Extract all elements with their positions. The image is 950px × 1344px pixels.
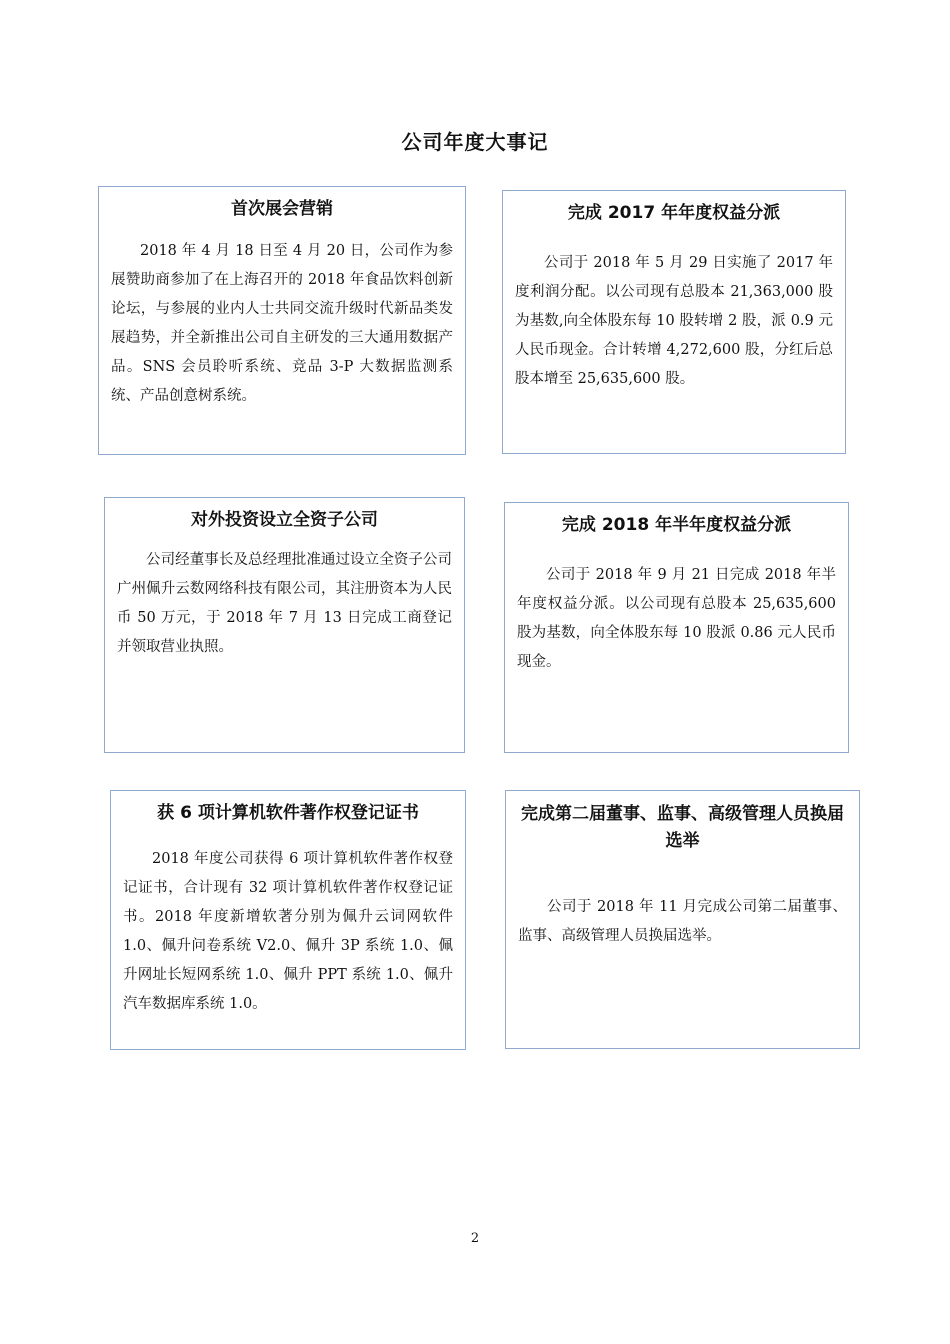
event-title: 完成 2018 年半年度权益分派 (561, 515, 792, 535)
event-card-subsidiary (104, 497, 465, 753)
event-card-2018-halfyear-dividend (504, 502, 849, 753)
event-body: 公司于 2018 年 11 月完成公司第二届董事、监事、高级管理人员换届选举。 (518, 899, 847, 944)
event-card-2017-dividend (502, 190, 846, 454)
event-title: 对外投资设立全资子公司 (191, 510, 378, 530)
page-title: 公司年度大事记 (401, 130, 549, 154)
event-body: 公司于 2018 年 5 月 29 日实施了 2017 年度利润分配。以公司现有总股本 21,363,000 股为基数,向全体股东每 10 股转增 2 股，派 0.9 元人民币现金。合计转增 4,272,600 股，分红后总股本增至 25,635,600 股。 (515, 255, 833, 387)
event-body: 公司经董事长及总经理批准通过设立全资子公司广州佩升云数网络科技有限公司，其注册资本为人民币 50 万元，于 2018 年 7 月 13 日完成工商登记并领取营业执照。 (117, 552, 452, 655)
event-title: 完成第二届董事、监事、高级管理人员换届选举 (521, 804, 844, 851)
event-body: 2018 年 4 月 18 日至 4 月 20 日，公司作为参展赞助商参加了在上海召开的 2018 年食品饮料创新论坛，与参展的业内人士共同交流升级时代新品类发展趋势，并全新推出公司自主研发的三大通用数据产品。SNS 会员聆听系统、竞品 3-P 大数据监测系统、产品创意树系统。 (111, 243, 453, 404)
event-card-software-copyright (110, 790, 466, 1050)
event-title: 完成 2017 年年度权益分派 (567, 203, 781, 223)
event-body: 2018 年度公司获得 6 项计算机软件著作权登记证书，合计现有 32 项计算机软件著作权登记证书。2018 年度新增软著分别为佩升云词网软件 1.0、佩升问卷系统 V2.0、佩升 3P 系统 1.0、佩升网址长短网系统 1.0、佩升 PPT 系统 1.0、佩升汽车数据库系统 1.0。 (123, 851, 453, 1012)
page-number: 2 (470, 1231, 480, 1246)
event-body: 公司于 2018 年 9 月 21 日完成 2018 年半年度权益分派。以公司现有总股本 25,635,600 股为基数，向全体股东每 10 股派 0.86 元人民币现金。 (517, 567, 836, 670)
event-card-exhibition (98, 186, 466, 455)
event-title: 获 6 项计算机软件著作权登记证书 (157, 803, 419, 823)
event-title: 首次展会营销 (231, 199, 333, 219)
event-card-board-election (505, 790, 860, 1049)
